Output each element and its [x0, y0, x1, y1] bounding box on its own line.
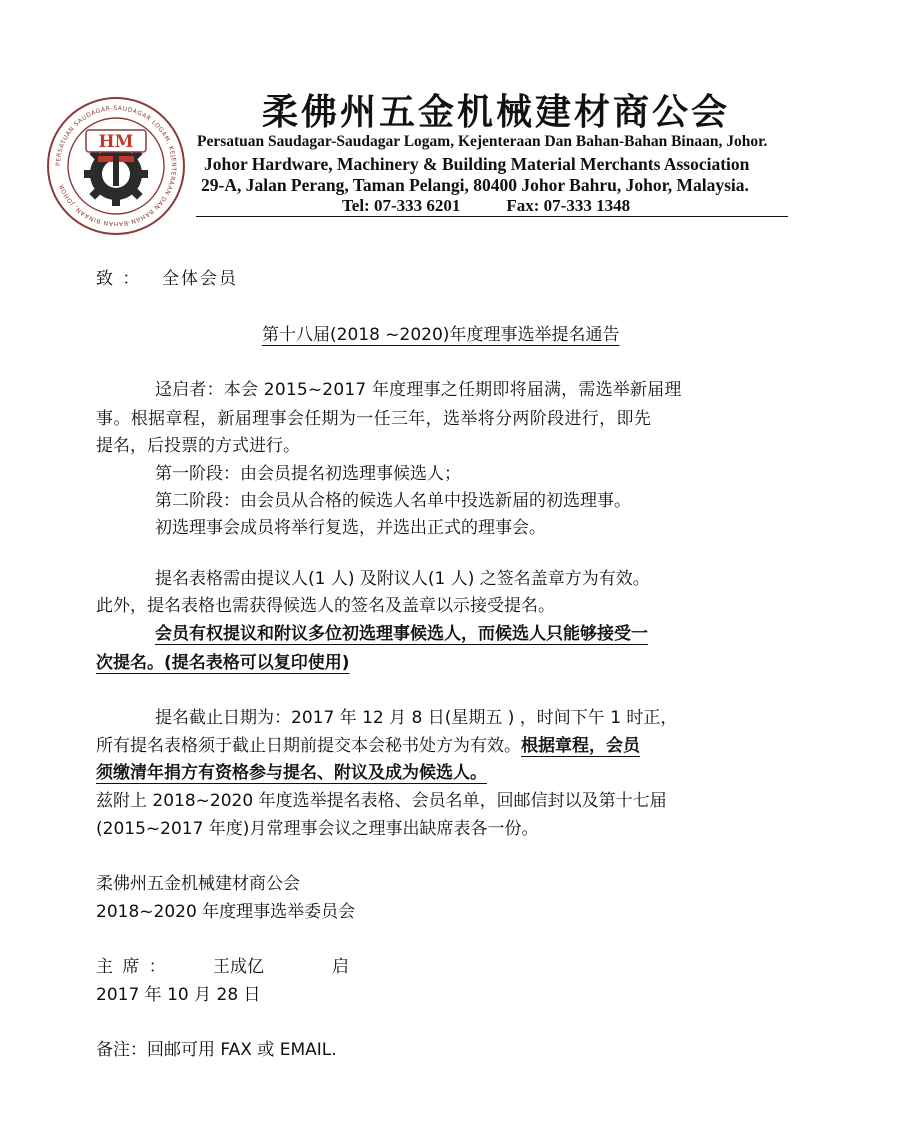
stage2-text: 第二阶段：由会员从合格的候选人名单中投选新届的初选理事。	[155, 491, 631, 511]
signature-org: 柔佛州五金机械建材商公会	[96, 874, 300, 894]
logo-emblem-text: HM	[98, 132, 134, 152]
org-name-chinese: 柔佛州五金机械建材商公会	[262, 91, 731, 133]
recipient-value: 全体会员	[162, 269, 238, 289]
para3-line2	[96, 738, 640, 755]
para3-line4: 兹附上 2018~2020 年度选举提名表格、会员名单，回邮信封以及第十七届	[96, 791, 667, 811]
para2-line2: 此外，提名表格也需获得候选人的签名及盖章以示接受提名。	[96, 596, 555, 616]
remark-note: 备注：回邮可用 FAX 或 EMAIL.	[96, 1040, 337, 1060]
para1-line2: 事。根据章程，新届理事会任期为一任三年，选举将分两阶段进行，即先	[96, 409, 652, 429]
para3-line1: 提名截止日期为：2017 年 12 月 8 日(星期五 ) ，时间下午 1 时正，	[155, 708, 678, 728]
org-name-malay: Persatuan Saudagar-Saudagar Logam, Kejenteraan Dan Bahan-Bahan Binaan, Johor.	[197, 133, 768, 150]
logo-ring-text: PERSATUAN SAUDAGAR-SAUDAGAR LOGAM, KEJENTERAAN DAN BAHAN-BAHAN BINAAN, JOHOR	[54, 104, 178, 228]
chair-suffix: 启	[332, 957, 349, 977]
para3-line2-plain: 所有提名表格须于截止日期前提交本会秘书处方为有效。	[96, 736, 521, 756]
para3-line2-emphasis: 根据章程，会员	[521, 736, 640, 756]
para1-line1: 迳启者：本会 2015~2017 年度理事之任期即将届满，需选举新届理	[155, 380, 682, 400]
signature-date: 2017 年 10 月 28 日	[96, 985, 261, 1005]
para2-emphasis-line2: 次提名。(提名表格可以复印使用)	[96, 653, 350, 673]
para3-line3-emphasis: 须缴清年捐方有资格参与提名、附议及成为候选人。	[96, 763, 487, 783]
org-fax: Fax: 07-333 1348	[506, 196, 631, 215]
chair-label: 主 席 ：	[96, 957, 168, 977]
org-telephone: Tel: 07-333 6201	[342, 196, 461, 215]
para2-line1: 提名表格需由提议人(1 人) 及附议人(1 人) 之签名盖章方为有效。	[155, 569, 650, 589]
stage3-text: 初选理事会成员将举行复选，并选出正式的理事会。	[155, 518, 546, 538]
signature-committee: 2018~2020 年度理事选举委员会	[96, 902, 356, 922]
org-contact	[342, 196, 630, 216]
letterhead-divider	[196, 216, 788, 217]
para1-line3: 提名，后投票的方式进行。	[96, 436, 300, 456]
org-name-english: Johor Hardware, Machinery & Building Material Merchants Association	[204, 154, 750, 174]
notice-title: 第十八届(2018 ~2020)年度理事选举提名通告	[262, 325, 620, 345]
org-address: 29-A, Jalan Perang, Taman Pelangi, 80400 Johor Bahru, Johor, Malaysia.	[201, 175, 749, 195]
para3-line5: (2015~2017 年度)月常理事会议之理事出缺席表各一份。	[96, 819, 539, 839]
recipient-label: 致 ：	[96, 269, 142, 289]
chair-name: 王成亿	[213, 957, 264, 977]
association-logo	[46, 96, 186, 236]
stage1-text: 第一阶段：由会员提名初选理事候选人；	[155, 464, 461, 484]
para2-emphasis-line1: 会员有权提议和附议多位初选理事候选人，而候选人只能够接受一	[155, 624, 648, 644]
